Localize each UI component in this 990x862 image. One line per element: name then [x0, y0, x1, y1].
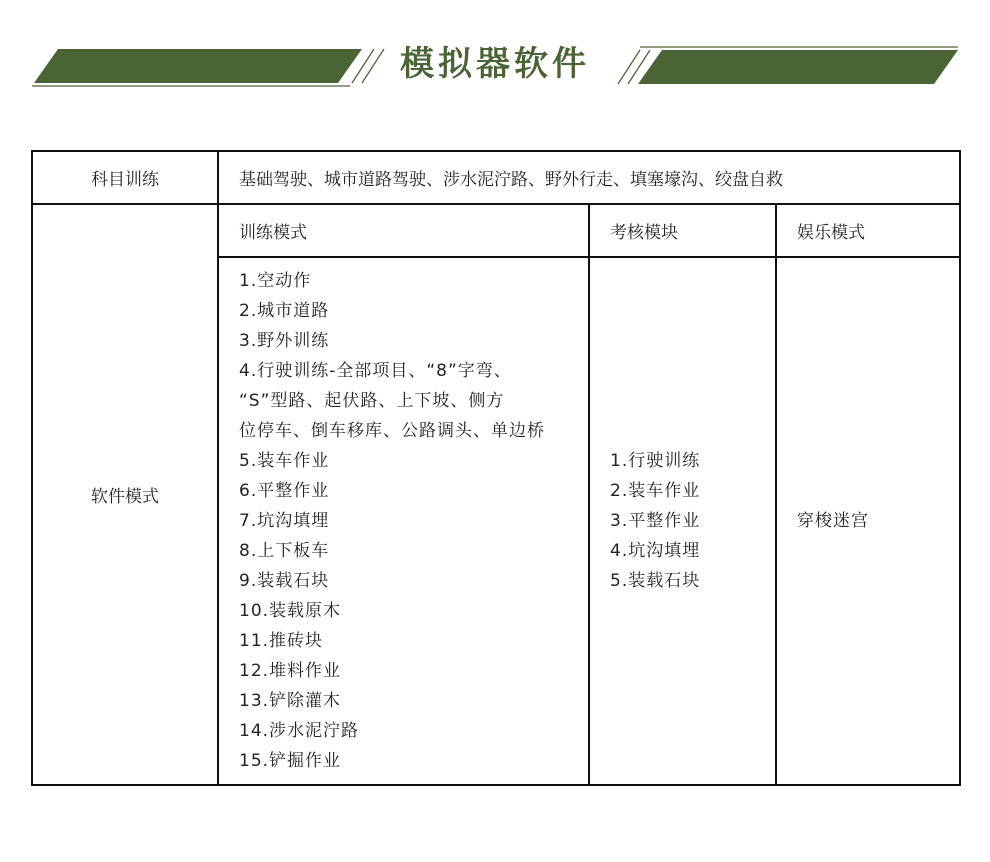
list-item: 5.装载石块: [610, 571, 701, 591]
list-item: “S”型路、起伏路、上下坡、侧方: [239, 391, 505, 411]
subjects-row: [32, 151, 960, 204]
header-banner: [0, 0, 990, 110]
list-item: 10.装载原木: [239, 601, 342, 621]
list-item: 5.装车作业: [239, 451, 330, 471]
page-title: 模拟器软件: [400, 44, 590, 84]
column-header-row: [32, 204, 960, 257]
list-item: 6.平整作业: [239, 481, 330, 501]
spec-table: [31, 150, 961, 786]
list-item: 7.坑沟填埋: [239, 511, 330, 531]
list-item: 12.堆料作业: [239, 661, 342, 681]
list-item: 1.行驶训练: [610, 451, 701, 471]
subjects-value: 基础驾驶、城市道路驾驶、涉水泥泞路、野外行走、填塞壕沟、绞盘自救: [218, 151, 960, 204]
list-item: 14.涉水泥泞路: [239, 721, 360, 741]
list-item: 15.铲掘作业: [239, 751, 342, 771]
column-header-entertainment: 娱乐模式: [776, 204, 960, 257]
list-item: 13.铲除灌木: [239, 691, 342, 711]
list-item: 1.空动作: [239, 271, 312, 291]
list-item: 4.行驶训练-全部项目、“8”字弯、: [239, 361, 512, 381]
entertainment-list: [776, 257, 960, 785]
column-header-training: 训练模式: [218, 204, 589, 257]
list-item: 4.坑沟填埋: [610, 541, 701, 561]
list-item: 2.装车作业: [610, 481, 701, 501]
column-header-assessment: 考核模块: [589, 204, 776, 257]
software-label: 软件模式: [32, 204, 218, 785]
list-item: 位停车、倒车移库、公路调头、单边桥: [239, 421, 545, 441]
training-list: [218, 257, 589, 785]
list-item: 8.上下板车: [239, 541, 330, 561]
list-item: 3.平整作业: [610, 511, 701, 531]
list-item: 11.推砖块: [239, 631, 324, 651]
list-item: 穿梭迷宫: [797, 511, 869, 531]
list-item: 3.野外训练: [239, 331, 330, 351]
list-item: 9.装载石块: [239, 571, 330, 591]
subjects-label: 科目训练: [32, 151, 218, 204]
list-item: 2.城市道路: [239, 301, 330, 321]
assessment-list: [589, 257, 776, 785]
